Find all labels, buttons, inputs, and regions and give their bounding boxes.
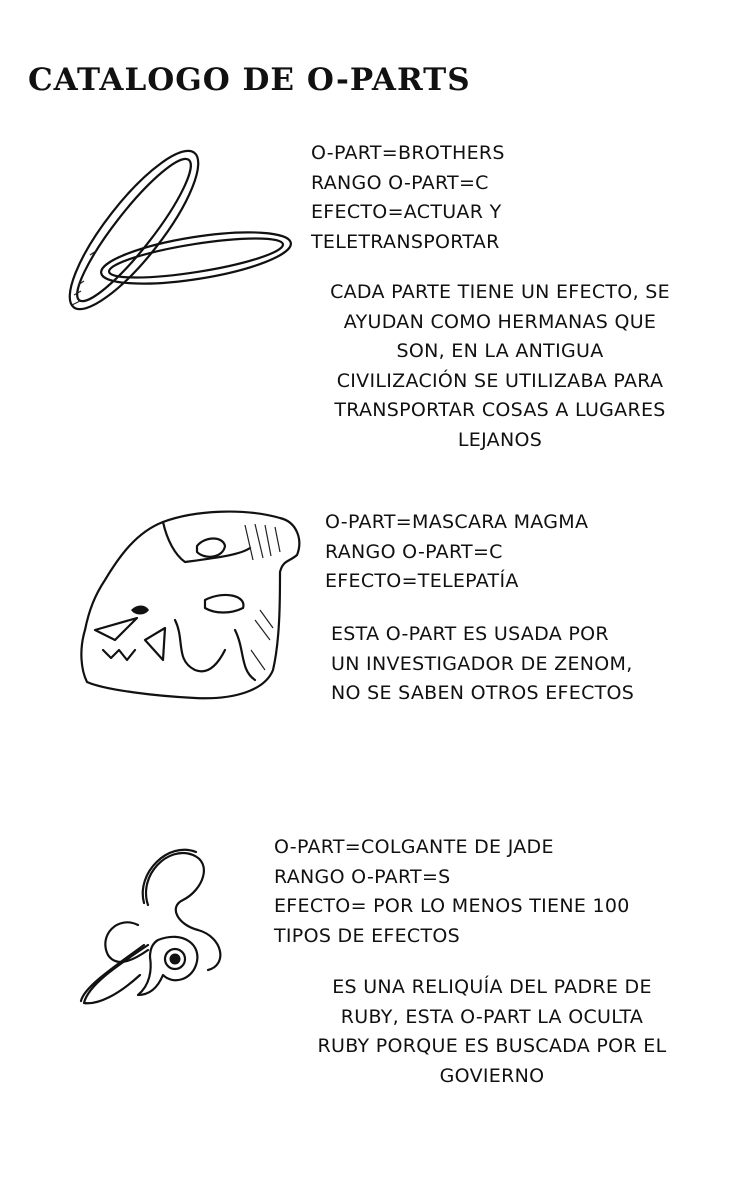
spec-effect: EFECTO= POR LO MENOS TIENE 100 bbox=[274, 895, 630, 917]
spec-list bbox=[325, 508, 588, 597]
page-title: CATALOGO DE O-PARTS bbox=[28, 62, 471, 98]
description bbox=[292, 973, 692, 1091]
spec-effect: EFECTO=TELEPATÍA bbox=[325, 570, 519, 592]
description-line: AYUDAN COMO HERMANAS QUE bbox=[343, 310, 657, 333]
description-line: CIVILIZACIÓN SE UTILIZABA PARA bbox=[336, 369, 664, 392]
spec-rank: RANGO O-PART=C bbox=[325, 540, 503, 563]
spec-name: O-PART=MASCARA MAGMA bbox=[325, 511, 589, 533]
description-line: NO SE SABEN OTROS EFECTOS bbox=[331, 682, 635, 704]
spec-rank: RANGO O-PART=C bbox=[311, 171, 489, 194]
description-line: ES UNA RELIQUÍA DEL PADRE DE bbox=[332, 976, 652, 998]
description-line: RUBY PORQUE ES BUSCADA POR EL bbox=[317, 1035, 667, 1057]
pendant-icon bbox=[78, 845, 238, 1019]
description-line: SON, EN LA ANTIGUA bbox=[396, 340, 604, 362]
mask-icon bbox=[75, 500, 310, 714]
description bbox=[331, 620, 634, 709]
spec-effect: EFECTO=ACTUAR Y bbox=[311, 201, 502, 223]
description-line: CADA PARTE TIENE UN EFECTO, SE bbox=[330, 281, 670, 303]
spec-list bbox=[311, 139, 505, 257]
description-line: UN INVESTIGADOR DE ZENOM, bbox=[331, 652, 633, 675]
description bbox=[300, 278, 700, 455]
spec-rank: RANGO O-PART=S bbox=[274, 865, 451, 888]
spec-effect-cont: TIPOS DE EFECTOS bbox=[274, 924, 461, 947]
description-line: RUBY, ESTA O-PART LA OCULTA bbox=[340, 1005, 644, 1028]
spec-name: O-PART=BROTHERS bbox=[311, 142, 505, 164]
spec-effect-cont: TELETRANSPORTAR bbox=[311, 230, 500, 253]
spec-name: O-PART=COLGANTE DE JADE bbox=[274, 836, 554, 858]
rings-icon bbox=[50, 135, 300, 339]
description-line: TRANSPORTAR COSAS A LUGARES bbox=[334, 399, 666, 421]
description-line: GOVIERNO bbox=[439, 1064, 545, 1087]
description-line: LEJANOS bbox=[457, 428, 543, 451]
description-line: ESTA O-PART ES USADA POR bbox=[331, 623, 609, 645]
spec-list bbox=[274, 833, 630, 951]
